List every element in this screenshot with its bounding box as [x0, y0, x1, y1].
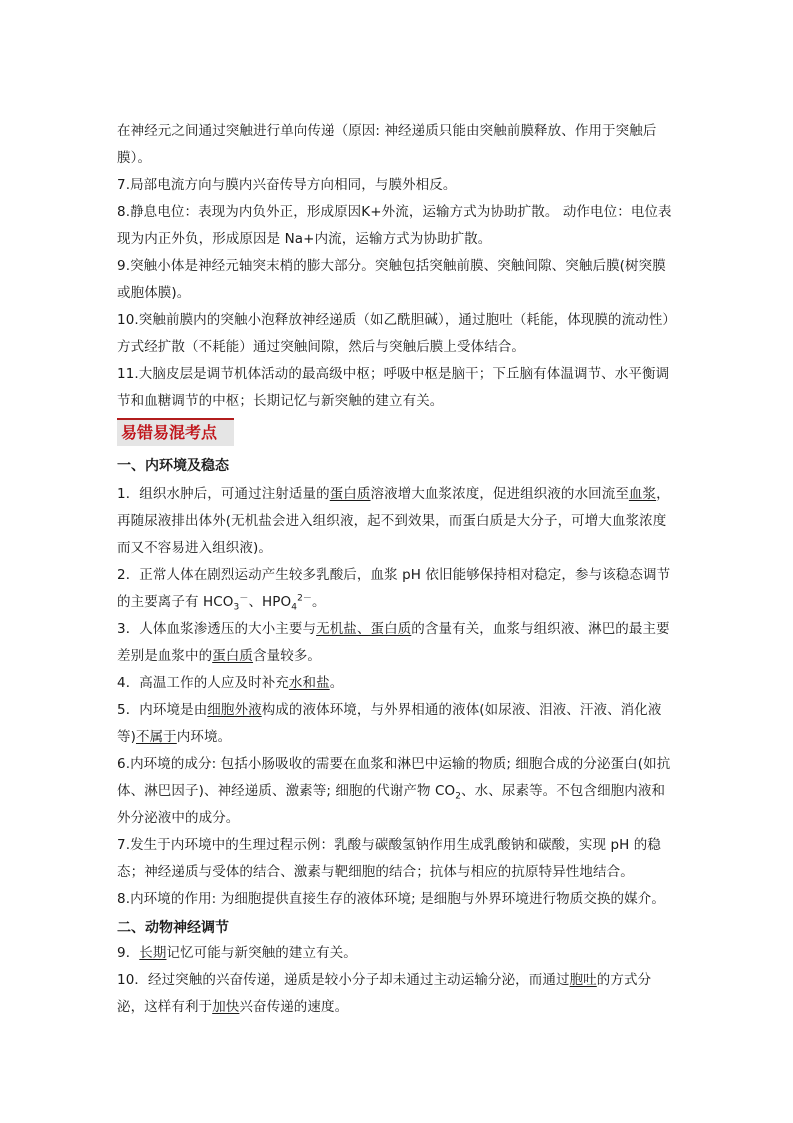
- paragraph-q3: [117, 616, 677, 670]
- paragraph-synapse-direction: 在神经元之间通过突触进行单向传递（原因: 神经递质只能由突触前膜释放、作用于突触后膜）。: [117, 123, 657, 166]
- q2-text-c: 。: [312, 594, 326, 610]
- paragraph-q2: [117, 562, 677, 616]
- paragraph-item-7: 7.局部电流方向与膜内兴奋传导方向相同，与膜外相反。: [117, 177, 457, 193]
- q10-underline-exocytosis: 胞吐: [569, 972, 597, 988]
- q6-text-a: 6.内环境的成分: 包括小肠吸收的需要在血浆和淋巴中运输的物质; 细胞合成的分泌蛋白(如抗体、淋巴因子)、神经递质、激素等; 细胞的代谢产物 CO: [117, 756, 671, 799]
- paragraph-q10: [117, 967, 677, 1021]
- q1-underline-protein: 蛋白质: [329, 486, 371, 502]
- q9-underline-long-term: 长期: [139, 945, 167, 961]
- q2-sup-minus: －: [239, 593, 249, 604]
- q5-underline-extracellular: 细胞外液: [207, 702, 262, 718]
- q3-text-a: 3．人体血浆渗透压的大小主要与: [117, 621, 317, 637]
- paragraph-item-11: 11.大脑皮层是调节机体活动的最高级中枢；呼吸中枢是脑干；下丘脑有体温调节、水平衡调节和血糖调节的中枢；长期记忆与新突触的建立有关。: [117, 366, 670, 409]
- q1-text-c: ，再随尿液排出体外(无机盐会进入组织液，起不到效果，而蛋白质是大分子，可增大血浆浓度而又不容易进入组织液)。: [117, 486, 670, 556]
- paragraph-q9: [117, 940, 677, 967]
- q5-underline-not-belong: 不属于: [135, 729, 177, 745]
- q9-text-c: 记忆可能与新突触的建立有关。: [166, 945, 357, 961]
- paragraph-item-8: 8.静息电位：表现为内负外正，形成原因K+外流，运输方式为协助扩散。 动作电位：电位表现为内正外负，形成原因是 Na+内流，运输方式为协助扩散。: [117, 204, 672, 247]
- q10-underline-speed-up: 加快: [212, 999, 240, 1015]
- q5-text-c: 内环境。: [176, 729, 232, 745]
- q3-text-b: 的含量有关，血浆与组织液、淋巴的最主要差别是血浆中的: [117, 621, 670, 664]
- q10-text-b: 的方式分泌，这样有利于: [117, 972, 652, 1015]
- q9-text-a: 9．: [117, 945, 140, 961]
- q1-underline-plasma: 血浆: [628, 486, 657, 502]
- paragraph-item-10: 10.突触前膜内的突触小泡释放神经递质（如乙酰胆碱），通过胞吐（耗能，体现膜的流动性）方式经扩散（不耗能）通过突触间隙，然后与突触后膜上受体结合。: [117, 312, 677, 355]
- paragraph-q4: [117, 670, 677, 697]
- q10-text-c: 兴奋传递的速度。: [239, 999, 349, 1015]
- q2-text-a: 2．正常人体在剧烈运动产生较多乳酸后，血浆 pH 依旧能够保持相对稳定，参与该稳态调节的主要离子有 HCO: [117, 567, 671, 610]
- q10-text-a: 10．经过突触的兴奋传递，递质是较小分子却未通过主动运输分泌，而通过: [117, 972, 570, 988]
- paragraph-item-9: 9.突触小体是神经元轴突末梢的膨大部分。突触包括突触前膜、突触间隙、突触后膜(树突膜或胞体膜)。: [117, 258, 666, 301]
- paragraph-q6: [117, 751, 677, 832]
- q5-text-a: 5．内环境是由: [117, 702, 208, 718]
- q1-text-b: 溶液增大血浆浓度，促进组织液的水回流至: [370, 486, 629, 502]
- paragraph-q8: 8.内环境的作用: 为细胞提供直接生存的液体环境; 是细胞与外界环境进行物质交换的媒介。: [117, 891, 665, 907]
- q3-text-c: 含量较多。: [253, 648, 322, 664]
- q4-text-c: 。: [329, 675, 344, 691]
- q4-underline-water-salt: 水和盐: [288, 675, 330, 691]
- q2-sub-4: 4: [291, 602, 298, 613]
- q5-text-b: 构成的液体环境，与外界相通的液体(如尿液、泪液、汗液、消化液等): [117, 702, 662, 745]
- section-heading: 易错易混考点: [121, 423, 218, 442]
- subheading-nerve-regulation: 二、动物神经调节: [117, 920, 229, 936]
- q1-text-a: 1．组织水肿后，可通过注射适量的: [117, 486, 330, 502]
- paragraph-q1: [117, 481, 677, 562]
- q2-text-b: 、HPO: [248, 594, 292, 610]
- q6-text-c: 、水、尿素等。不包含细胞内液和外分泌液中的成分。: [117, 783, 666, 826]
- q6-sub-2: 2: [455, 791, 462, 802]
- q3-underline-salts-protein: 无机盐、蛋白质: [316, 621, 412, 637]
- q3-underline-protein: 蛋白质: [212, 648, 254, 664]
- subheading-internal-environment: 一、内环境及稳态: [117, 458, 229, 474]
- paragraph-q5: [117, 697, 677, 751]
- section-heading-box: [117, 418, 234, 446]
- q2-sup-2minus: 2－: [297, 593, 313, 604]
- q2-sub-3: 3: [233, 602, 240, 613]
- paragraph-q7: 7.发生于内环境中的生理过程示例：乳酸与碳酸氢钠作用生成乳酸钠和碳酸，实现 pH 的稳态；神经递质与受体的结合、激素与靶细胞的结合；抗体与相应的抗原特异性地结合。: [117, 837, 661, 880]
- q4-text-a: 4．高温工作的人应及时补充: [117, 675, 289, 691]
